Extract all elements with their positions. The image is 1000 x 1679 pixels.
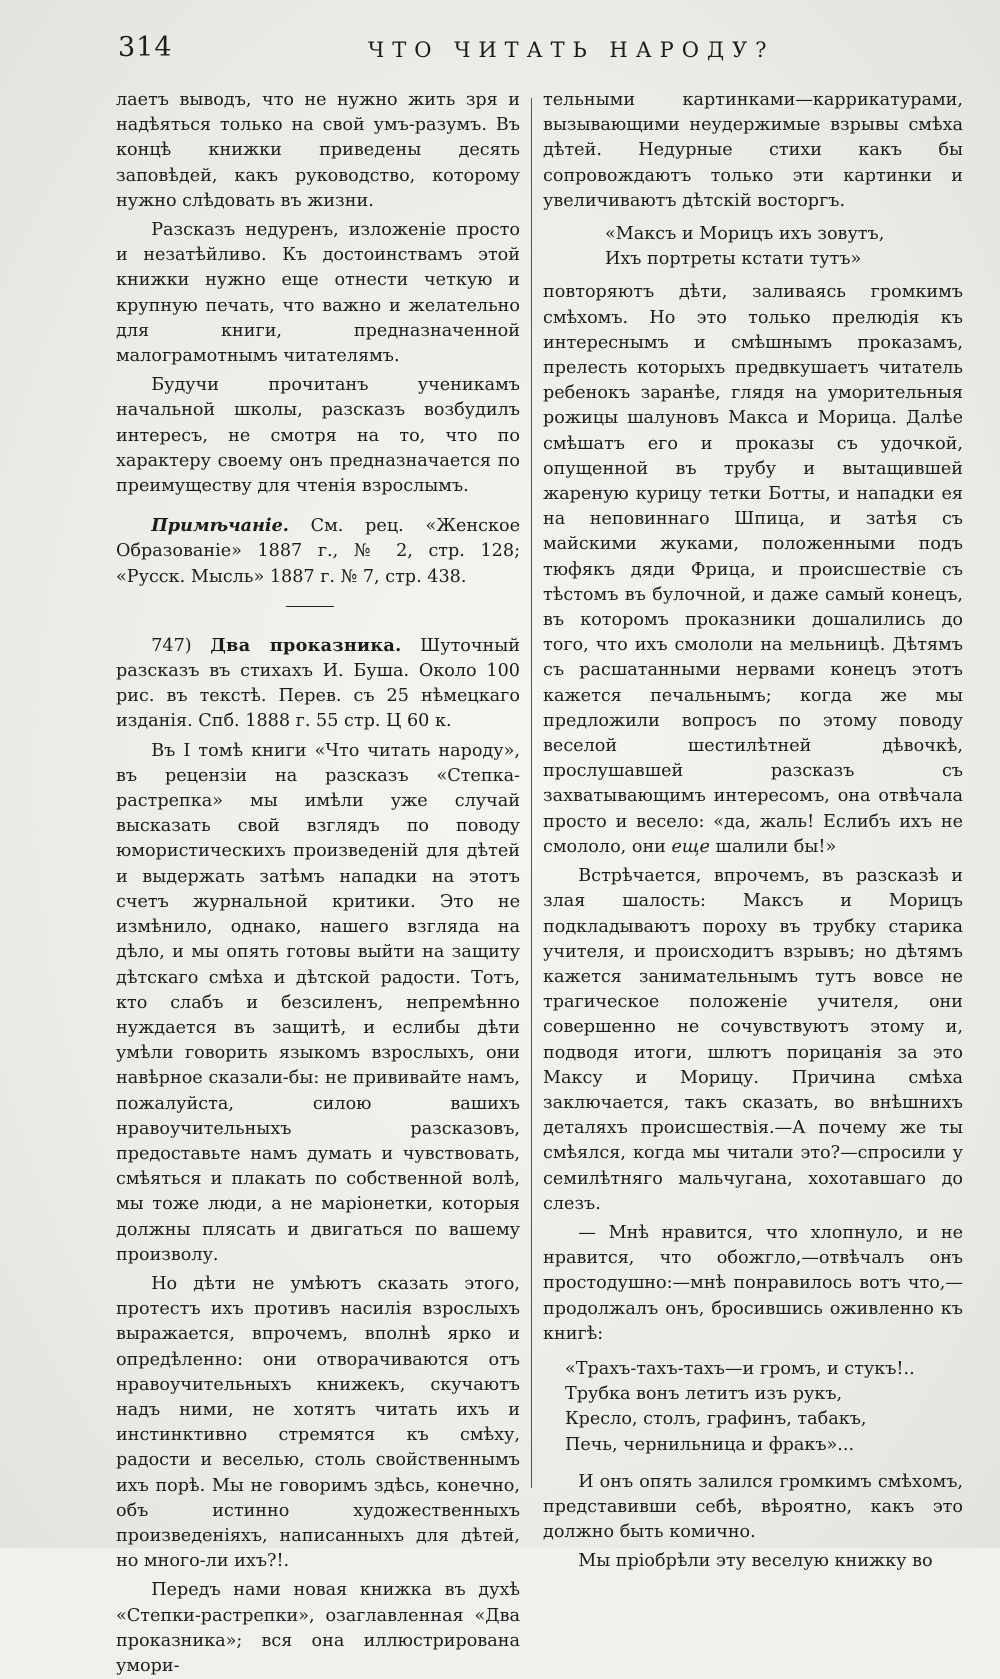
italic-word: еще: [671, 836, 710, 857]
page-header: [118, 32, 960, 72]
paragraph: лаетъ выводъ, что не нужно жить зря и надѣяться только на свой умъ-разумъ. Въ концѣ книжки приведены десять заповѣдей, какъ руководство, которому нужно слѣдовать въ жизни.: [116, 90, 520, 211]
note-text: См. рец. «Женское Образованіе» 1887 г., № 2, стр. 128; «Русск. Мысль» 1887 г. № 7, стр. 438.: [116, 516, 520, 587]
section-divider: [286, 606, 334, 607]
paragraph: [543, 280, 963, 860]
running-title: ЧТО ЧИТАТЬ НАРОДУ?: [368, 38, 775, 62]
left-column: [116, 88, 520, 1679]
entry-number: 747): [151, 635, 211, 656]
paragraph: — Мнѣ нравится, что хлопнуло, и не нравится, что обожгло,—отвѣчалъ онъ простодушно:—мнѣ понравилось вотъ что,—продолжалъ онъ, бросившись оживленно къ книгѣ:: [543, 1222, 963, 1344]
paragraph: Разсказъ недуренъ, изложеніе просто и незатѣйливо. Къ достоинствамъ этой книжки нужно еще отнести четкую и крупную печать, что важно и желательно для книги, предназначенной малограмотнымъ читателямъ.: [116, 220, 520, 367]
paragraph: Передъ нами новая книжка въ духѣ «Степки-растрепки», озаглавленная «Два проказника»; вся она иллюстрирована умори-: [116, 1580, 520, 1676]
paragraph-text-end: шалили бы!»: [709, 836, 837, 857]
paragraph: Мы пріобрѣли эту веселую книжку во: [578, 1551, 933, 1572]
entry-title: Два проказника.: [210, 634, 402, 656]
paragraph: Но дѣти не умѣютъ сказать этого, протестъ ихъ противъ насилія взрослыхъ выражается, впрочемъ, вполнѣ ярко и опредѣленно: они отворачиваются отъ нравоучительныхъ книжекъ, скучаютъ надъ ними, не хотятъ читать ихъ и инстинктивно стремятся къ смѣху, радости и веселью, столь свойственнымъ ихъ порѣ. Мы не говоримъ здѣсь, конечно, объ истинно художественныхъ произведеніяхъ, написанныхъ для дѣтей, но много-ли ихъ?!.: [116, 1273, 520, 1572]
entry-description: Шуточный разсказъ въ стихахъ И. Буша. Около 100 рис. въ текстѣ. Перев. съ 25 нѣмецкаго изданія. Спб. 1888 г. 55 стр. Ц 60 к.: [116, 635, 520, 732]
paragraph-text: повторяютъ дѣти, заливаясь громкимъ смѣхомъ. Но это только прелюдія къ интереснымъ и смѣшнымъ проказамъ, прелесть которыхъ предвкушаетъ читатель ребенокъ заранѣе, глядя на уморительныя рожицы шалуновъ Макса и Морица. Далѣе смѣшатъ его и проказы съ удочкой, опущенной въ трубу и вытащившей жареную курицу тетки Ботты, и нападки ея на неповиннаго Шпица, и затѣя съ майскими жуками, положенными подъ тюфякъ дяди Фрица, и происшествіе съ тѣстомъ въ булочной, и даже самый конецъ, въ которомъ проказники дошалились до того, что ихъ смололи на мельницѣ. Дѣтямъ съ расшатанными нервами конецъ этотъ кажется печальнымъ; когда же мы предложили вопросъ по этому поводу веселой шестилѣтней дѣвочкѣ, прослушавшей разсказъ съ захватывающимъ интересомъ, она отвѣчала просто и весело: «да, жаль! Еслибъ ихъ не смололо, они: [543, 282, 963, 857]
verse-line: Печь, чернильница и фракъ»...: [565, 1434, 855, 1455]
verse-line: Ихъ портреты кстати тутъ»: [605, 249, 862, 270]
column-divider: [531, 98, 532, 1488]
paragraph: И онъ опять залился громкимъ смѣхомъ, представивши себѣ, вѣроятно, какъ это должно быть комично.: [543, 1471, 963, 1543]
entry-heading: [116, 633, 520, 735]
verse-line: «Максъ и Морицъ ихъ зовутъ,: [605, 224, 885, 245]
verse-line: «Трахъ-тахъ-тахъ—и громъ, и стукъ!..: [565, 1358, 915, 1379]
page-number: 314: [118, 32, 173, 63]
paragraph: тельными картинками—каррикатурами, вызывающими неудержимые взрывы смѣха дѣтей. Недурные стихи какъ бы сопровождаютъ только эти картинки и увеличиваютъ дѣтскій восторгъ.: [543, 90, 963, 211]
note-label: Примѣчаніе.: [151, 515, 289, 537]
footnote: [116, 513, 520, 590]
right-column: [543, 88, 963, 1575]
paragraph: Встрѣчается, впрочемъ, въ разсказѣ и злая шалость: Максъ и Морицъ подкладываютъ пороху въ трубку старика учителя, и происходитъ взрывъ; но дѣтямъ кажется занимательнымъ тутъ вовсе не трагическое положеніе учителя, они совершенно не сочувствуютъ этому и, подводя итоги, шлютъ порицанія за это Максу и Морицу. Причина смѣха заключается, такъ сказать, во внѣшнихъ деталяхъ происшествія.—А почему же ты смѣялся, когда мы читали это?—спросили у семилѣтняго мальчугана, хохотавшаго до слезъ.: [543, 866, 963, 1214]
verse-line: Трубка вонъ летитъ изъ рукъ,: [565, 1384, 843, 1405]
verse-line: Кресло, столъ, графинъ, табакъ,: [565, 1409, 867, 1430]
paragraph: Въ I томѣ книги «Что читать народу», въ рецензіи на разсказъ «Степка-растрепка» мы имѣли уже случай высказать свой взглядъ по поводу юмористическихъ произведеній для дѣтей и выдержать затѣмъ нападки на этотъ счетъ журнальной критики. Это не измѣнило, однако, нашего взгляда на дѣло, и мы опять готовы выйти на защиту дѣтскаго смѣха и дѣтской радости. Тотъ, кто слабъ и безсиленъ, непремѣнно нуждается въ защитѣ, и еслибы дѣти умѣли говорить языкомъ взрослыхъ, они навѣрное сказали-бы: не прививайте намъ, пожалуйста, силою вашихъ нравоучительныхъ разсказовъ, предоставьте намъ думать и чувствовать, смѣяться и плакать по собственной волѣ, мы тоже люди, а не маріонетки, которыя должны плясать и двигаться по вашему произволу.: [116, 740, 520, 1265]
paragraph: Будучи прочитанъ ученикамъ начальной школы, разсказъ возбудилъ интересъ, не смотря на то, что по характеру своему онъ предназначается по преимуществу для чтенія взрослымъ.: [116, 375, 520, 497]
verse-quote: [565, 1357, 963, 1458]
verse-quote: [605, 222, 963, 272]
